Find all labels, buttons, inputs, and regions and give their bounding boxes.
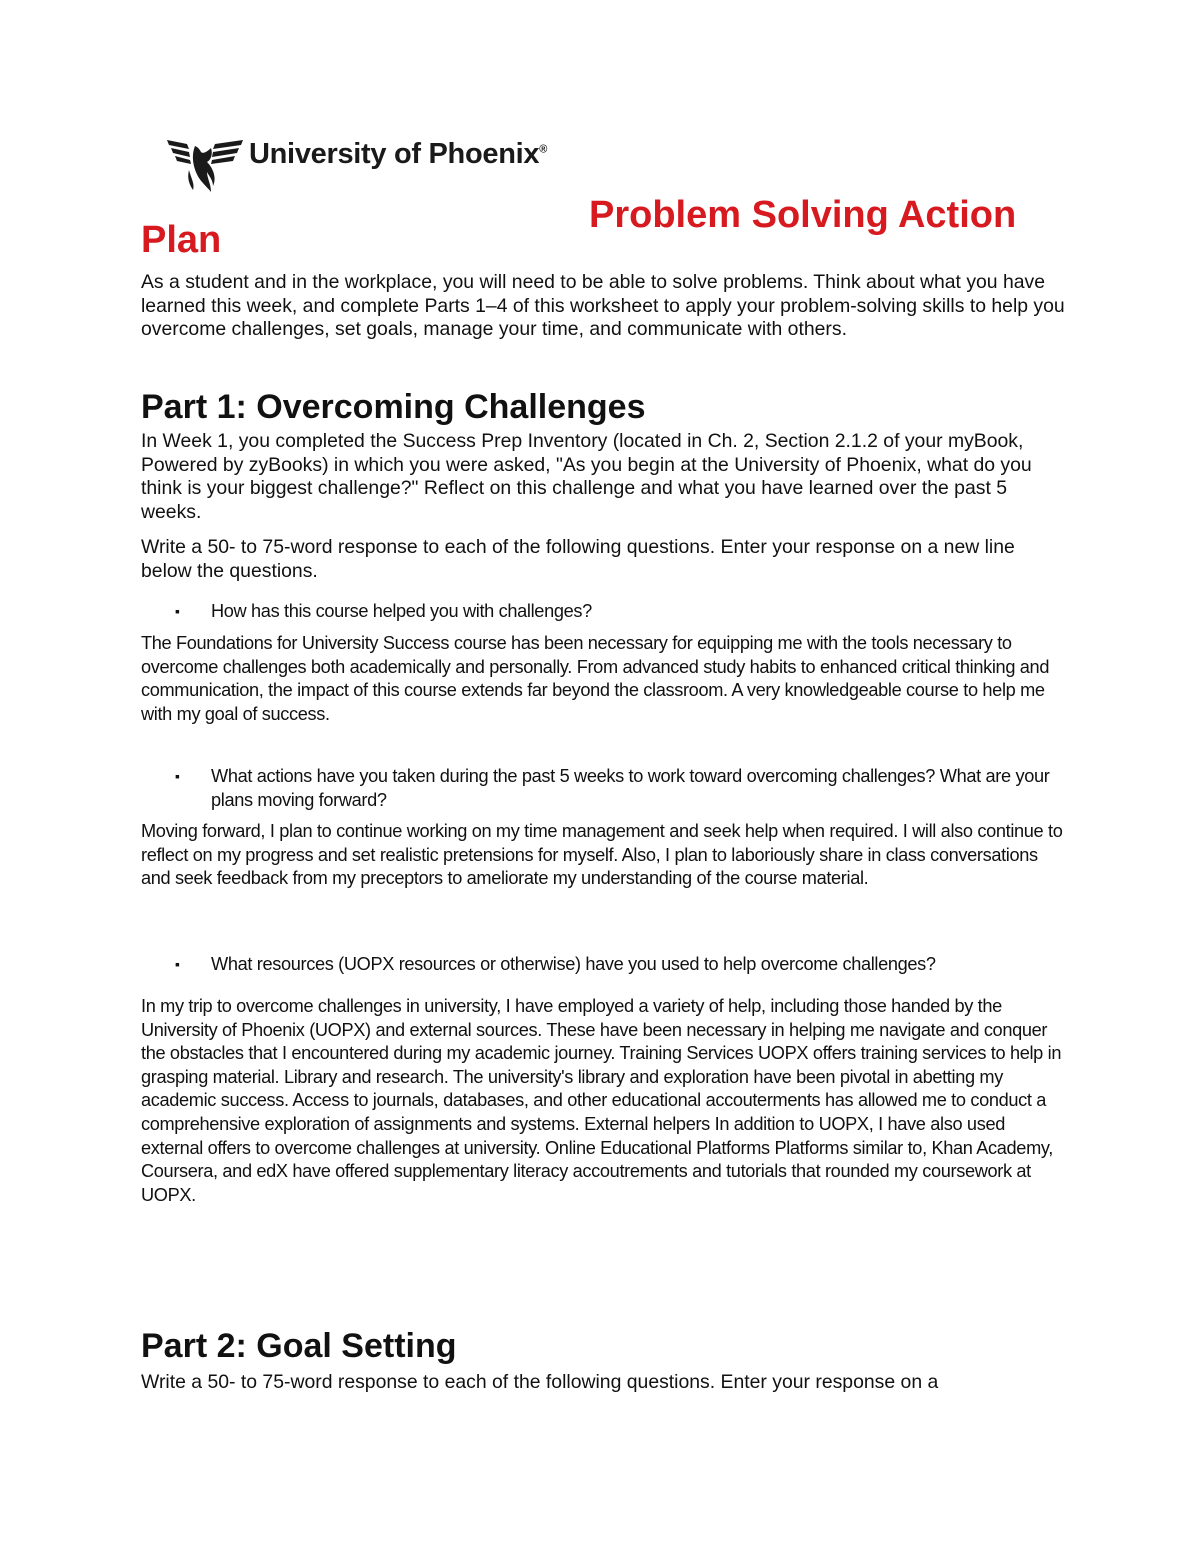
question-text: What actions have you taken during the past 5 weeks to work toward overcoming challenges? What are your plans moving forward? [211, 766, 1050, 810]
part1-heading: Part 1: Overcoming Challenges [141, 388, 646, 426]
part2-instruction: Write a 50- to 75-word response to each of the following questions. Enter your response on a [141, 1371, 939, 1393]
question-1 [141, 600, 1066, 624]
document-title: Problem Solving Action [589, 194, 1017, 236]
part1-context: In Week 1, you completed the Success Prep Inventory (located in Ch. 2, Section 2.1.2 of your myBook, Powered by zyBooks) in which you were asked, "As you begin at the University of Phoenix, what do you think is your biggest challenge?" Reflect on this challenge and what you have learned over the past 5 weeks. [141, 430, 1032, 523]
bullet-icon: ▪ [175, 603, 180, 619]
phoenix-bird-icon [165, 134, 245, 194]
question-text: How has this course helped you with challenges? [211, 601, 592, 621]
logo-wordmark: University of Phoenix® [249, 138, 548, 170]
part2-heading: Part 2: Goal Setting [141, 1327, 457, 1365]
question-3 [141, 953, 1066, 977]
bullet-icon: ▪ [175, 956, 180, 972]
university-logo [165, 134, 547, 194]
answer-2: Moving forward, I plan to continue working on my time management and seek help when required. I will also continue to reflect on my progress and set realistic pretensions for myself. Also, I plan to laboriously share in class conversations and seek feedback from my preceptors to ameliorate my understanding of the course material. [141, 821, 1063, 889]
question-2 [141, 765, 1066, 812]
answer-1: The Foundations for University Success course has been necessary for equipping me with the tools necessary to overcome challenges both academically and personally. From advanced study habits to enhanced critical thinking and communication, the impact of this course extends far beyond the classroom. A very knowledgeable course to help me with my goal of success. [141, 633, 1050, 724]
document-title-continuation: Plan [141, 219, 222, 261]
part1-instruction: Write a 50- to 75-word response to each of the following questions. Enter your response on a new line below the questions. [141, 536, 1015, 582]
answer-3: In my trip to overcome challenges in university, I have employed a variety of help, including those handed by the University of Phoenix (UOPX) and external sources. These have been necessary in helping me navigate and conquer the obstacles that I encountered during my academic journey. Training Services UOPX offers training services to help in grasping material. Library and research. The university's library and exploration have been pivotal in abetting my academic success. Access to journals, databases, and other educational accouterments has allowed me to conduct a comprehensive exploration of assignments and systems. External helpers In addition to UOPX, I have also used external offers to overcome challenges at university. Online Educational Platforms Platforms similar to, Khan Academy, Coursera, and edX have offered supplementary literacy accoutrements and tutorials that rounded my coursework at UOPX. [141, 996, 1062, 1205]
bullet-icon: ▪ [175, 768, 180, 784]
question-text: What resources (UOPX resources or otherwise) have you used to help overcome challenges? [211, 954, 936, 974]
intro-paragraph: As a student and in the workplace, you will need to be able to solve problems. Think about what you have learned this week, and complete Parts 1–4 of this worksheet to apply your problem-solving skills to help you overcome challenges, set goals, manage your time, and communicate with others. [141, 271, 1065, 341]
